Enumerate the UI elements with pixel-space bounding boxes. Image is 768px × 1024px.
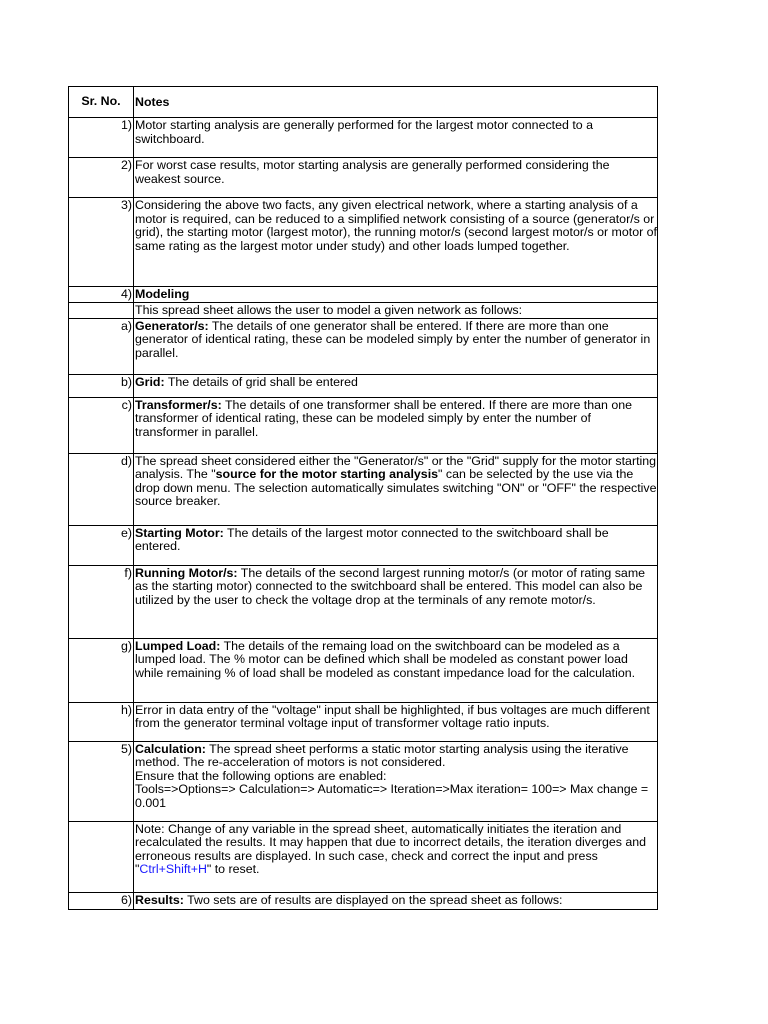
- table-row: [69, 118, 658, 158]
- item-title: Transformer/s:: [135, 397, 222, 412]
- calc-options-intro: Ensure that the following options are enabled:: [135, 768, 387, 783]
- item-title: Generator/s:: [135, 318, 209, 333]
- row-number: h): [69, 702, 134, 741]
- item-bold-text: source for the motor starting analysis: [215, 467, 439, 482]
- table-row: [69, 525, 658, 565]
- row-text: Error in data entry of the "voltage" input shall be highlighted, if bus voltages are much different from the generator terminal voltage input of transformer voltage ratio inputs.: [134, 702, 658, 741]
- table-row: [69, 303, 658, 319]
- item-text: The details of one transformer shall be entered. If there are more than one transformer of identical rating, these can be modeled simply by enter the number of transformer in parallel.: [135, 397, 633, 439]
- row-number: 3): [69, 198, 134, 287]
- row-text: [134, 374, 658, 397]
- item-title: Lumped Load:: [135, 638, 221, 653]
- row-text: [134, 892, 658, 909]
- table-row: [69, 453, 658, 525]
- table-row: [69, 741, 658, 821]
- row-number: [69, 821, 134, 892]
- item-text: The details of the second largest running motor/s (or motor of rating same as the starting motor) connected to the switchboard shall be entered. This model can also be utilized by the user to check the voltage drop at the terminals of any remote motor/s.: [135, 565, 646, 607]
- calc-paragraph: [135, 743, 657, 770]
- table-row: [69, 374, 658, 397]
- row-text: [134, 741, 658, 821]
- row-text: [134, 525, 658, 565]
- item-text: Two sets are of results are displayed on the spread sheet as follows:: [183, 892, 563, 907]
- row-number: b): [69, 374, 134, 397]
- item-text: The details of grid shall be entered: [164, 374, 358, 389]
- row-text: [134, 821, 658, 892]
- row-text: This spread sheet allows the user to model a given network as follows:: [134, 303, 658, 319]
- row-number: f): [69, 565, 134, 638]
- row-text: Considering the above two facts, any given electrical network, where a starting analysis of a motor is required, can be reduced to a simplified network consisting of a source (generator/s or grid), the starting motor (largest motor), the running motor/s (second largest motor/s or motor of same rating as the largest motor under study) and other loads lumped together.: [134, 198, 658, 287]
- table-row: [69, 287, 658, 303]
- item-title: Results:: [135, 892, 184, 907]
- item-text: The details of one generator shall be entered. If there are more than one generator of identical rating, these can be modeled simply by enter the number of generator in parallel.: [135, 318, 651, 360]
- table-row: [69, 397, 658, 453]
- header-row: [69, 87, 658, 118]
- item-title: Starting Motor:: [135, 525, 224, 540]
- section-title: Modeling: [135, 287, 190, 301]
- table-row: [69, 158, 658, 198]
- item-text: " can be selected by the use via the drop down menu. The selection automatically simulates switching "ON" or "OFF" the respective source breaker.: [135, 467, 657, 509]
- row-text: [134, 318, 658, 374]
- item-title: Calculation:: [135, 741, 206, 756]
- row-text: [134, 397, 658, 453]
- table-row: [69, 638, 658, 702]
- row-number: 2): [69, 158, 134, 198]
- item-title: Grid:: [135, 374, 165, 389]
- notes-table: [68, 86, 658, 910]
- table-row: [69, 821, 658, 892]
- item-text: The details of the largest motor connected to the switchboard shall be entered.: [135, 525, 609, 554]
- reset-shortcut-link[interactable]: Ctrl+Shift+H: [139, 862, 207, 877]
- table-row: [69, 198, 658, 287]
- row-text: [134, 565, 658, 638]
- row-number: e): [69, 525, 134, 565]
- row-number: [69, 303, 134, 319]
- table-row: [69, 565, 658, 638]
- item-text: The spread sheet considered either the "Generator/s" or the "Grid" supply for the motor starting analysis. The ": [135, 453, 657, 482]
- item-title: Running Motor/s:: [135, 565, 238, 580]
- row-number: 1): [69, 118, 134, 158]
- item-text: The spread sheet performs a static motor starting analysis using the iterative method. The re-acceleration of motors is not considered.: [135, 741, 629, 770]
- row-text: [134, 638, 658, 702]
- row-text: For worst case results, motor starting analysis are generally performed considering the weakest source.: [134, 158, 658, 198]
- calc-options-path: Tools=>Options=> Calculation=> Automatic=> Iteration=>Max iteration= 100=> Max change = 0.001: [135, 782, 649, 810]
- row-number: a): [69, 318, 134, 374]
- table-row: [69, 702, 658, 741]
- notes-header: Notes: [134, 87, 658, 118]
- table-row: [69, 892, 658, 909]
- note-text: Note: Change of any variable in the spread sheet, automatically initiates the iteration and recalculated the results. It may happen that due to incorrect details, the iteration diverges and erroneous results are displayed. In such case, check and correct the input and press ": [135, 821, 647, 877]
- table-row: [69, 318, 658, 374]
- row-number: c): [69, 397, 134, 453]
- row-number: d): [69, 453, 134, 525]
- row-number: g): [69, 638, 134, 702]
- row-number: 6): [69, 892, 134, 909]
- row-text: [134, 287, 658, 303]
- row-number: 4): [69, 287, 134, 303]
- row-text: Motor starting analysis are generally performed for the largest motor connected to a switchboard.: [134, 118, 658, 158]
- item-text: The details of the remaing load on the switchboard can be modeled as a lumped load. The % motor can be defined which shall be modeled as constant power load while remaining % of load shall be modeled as constant impedance load for the calculation.: [135, 638, 636, 680]
- row-text: [134, 453, 658, 525]
- note-text: " to reset.: [206, 862, 260, 877]
- notes-sheet: [68, 86, 658, 910]
- sr-no-header: Sr. No.: [69, 87, 134, 118]
- row-number: 5): [69, 741, 134, 821]
